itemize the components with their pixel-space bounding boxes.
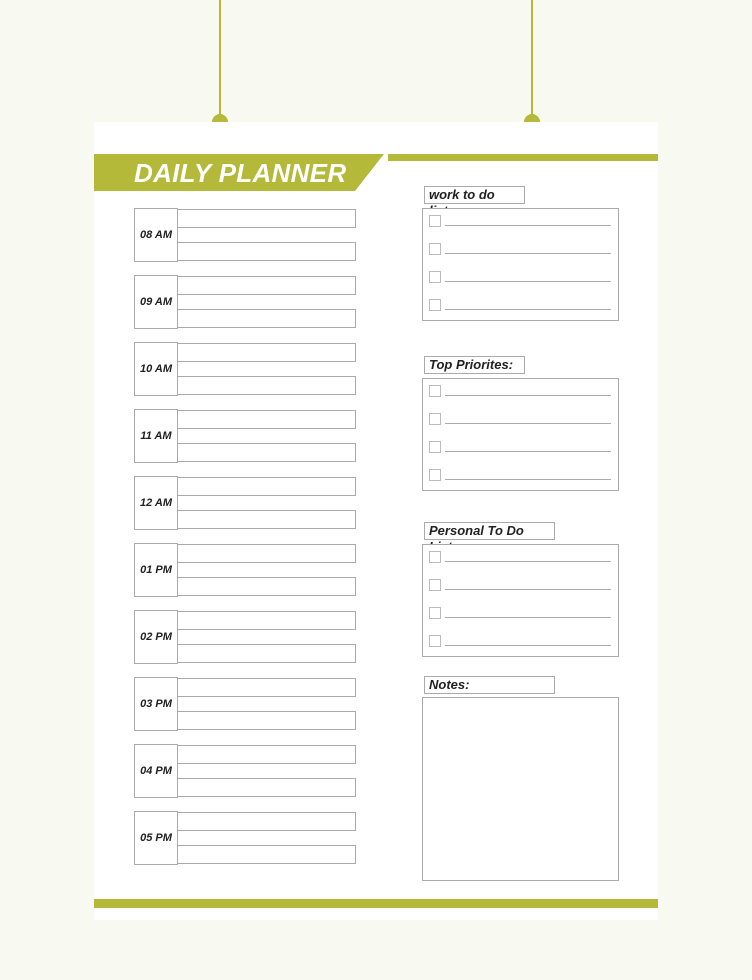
time-slot-entry-line[interactable] [177, 678, 356, 697]
time-slot-entry-line[interactable] [177, 577, 356, 596]
notes-heading: Notes: [424, 676, 555, 694]
time-slot [134, 476, 356, 530]
checkbox[interactable] [429, 243, 441, 255]
time-slot-label: 01 PM [134, 543, 178, 597]
list-item [429, 299, 611, 313]
checkbox[interactable] [429, 441, 441, 453]
time-slot-entry-line[interactable] [177, 544, 356, 563]
page-title: DAILY PLANNER [134, 158, 347, 188]
entry-line[interactable] [445, 645, 611, 646]
time-slot [134, 208, 356, 262]
time-slot-entry-line[interactable] [177, 745, 356, 764]
time-slot-entry-line[interactable] [177, 812, 356, 831]
time-slot-entry-line[interactable] [177, 410, 356, 429]
time-slot-entry-line[interactable] [177, 611, 356, 630]
time-slot-entry-line[interactable] [177, 711, 356, 730]
time-slot-label: 10 AM [134, 342, 178, 396]
notes-box[interactable] [422, 697, 619, 881]
checkbox[interactable] [429, 635, 441, 647]
time-slot-label: 11 AM [134, 409, 178, 463]
priorities-box [422, 378, 619, 491]
checkbox[interactable] [429, 469, 441, 481]
entry-line[interactable] [445, 479, 611, 480]
priorities-heading: Top Priorites: [424, 356, 525, 374]
list-item [429, 441, 611, 455]
checkbox[interactable] [429, 551, 441, 563]
time-slot-entry-line[interactable] [177, 209, 356, 228]
list-item [429, 271, 611, 285]
entry-line[interactable] [445, 253, 611, 254]
personal-list-box [422, 544, 619, 657]
list-item [429, 579, 611, 593]
entry-line[interactable] [445, 225, 611, 226]
personal-list-heading: Personal To Do [424, 522, 555, 540]
entry-line[interactable] [445, 309, 611, 310]
time-slot-label: 12 AM [134, 476, 178, 530]
checkbox[interactable] [429, 607, 441, 619]
time-slot-label: 03 PM [134, 677, 178, 731]
list-item [429, 551, 611, 565]
entry-line[interactable] [445, 395, 611, 396]
checkbox[interactable] [429, 271, 441, 283]
time-slot-entry-line[interactable] [177, 309, 356, 328]
time-slot [134, 275, 356, 329]
time-slot-entry-line[interactable] [177, 845, 356, 864]
time-slot-label: 02 PM [134, 610, 178, 664]
time-slot-label: 05 PM [134, 811, 178, 865]
checkbox[interactable] [429, 385, 441, 397]
work-list-heading: work to do [424, 186, 525, 204]
entry-line[interactable] [445, 423, 611, 424]
time-slot [134, 811, 356, 865]
time-slot-label: 08 AM [134, 208, 178, 262]
entry-line[interactable] [445, 281, 611, 282]
time-slot [134, 610, 356, 664]
entry-line[interactable] [445, 561, 611, 562]
list-item [429, 469, 611, 483]
checkbox[interactable] [429, 579, 441, 591]
top-accent-rule [388, 154, 658, 161]
time-slot [134, 744, 356, 798]
time-slot-entry-line[interactable] [177, 477, 356, 496]
time-slot-entry-line[interactable] [177, 778, 356, 797]
list-item [429, 243, 611, 257]
list-item [429, 607, 611, 621]
entry-line[interactable] [445, 617, 611, 618]
list-item [429, 215, 611, 229]
entry-line[interactable] [445, 589, 611, 590]
time-slot-entry-line[interactable] [177, 376, 356, 395]
time-slot-entry-line[interactable] [177, 644, 356, 663]
time-slot-entry-line[interactable] [177, 443, 356, 462]
checkbox[interactable] [429, 299, 441, 311]
time-slot-label: 04 PM [134, 744, 178, 798]
work-list-box [422, 208, 619, 321]
entry-line[interactable] [445, 451, 611, 452]
list-item [429, 385, 611, 399]
list-item [429, 413, 611, 427]
time-slot-entry-line[interactable] [177, 242, 356, 261]
hanging-string-right [531, 0, 533, 118]
time-slot-label: 09 AM [134, 275, 178, 329]
time-slot-entry-line[interactable] [177, 276, 356, 295]
bottom-accent-rule [94, 899, 658, 908]
time-slot [134, 677, 356, 731]
time-slot [134, 409, 356, 463]
time-slot [134, 543, 356, 597]
checkbox[interactable] [429, 413, 441, 425]
time-slot [134, 342, 356, 396]
hanging-string-left [219, 0, 221, 118]
checkbox[interactable] [429, 215, 441, 227]
list-item [429, 635, 611, 649]
time-slot-entry-line[interactable] [177, 343, 356, 362]
time-slot-entry-line[interactable] [177, 510, 356, 529]
